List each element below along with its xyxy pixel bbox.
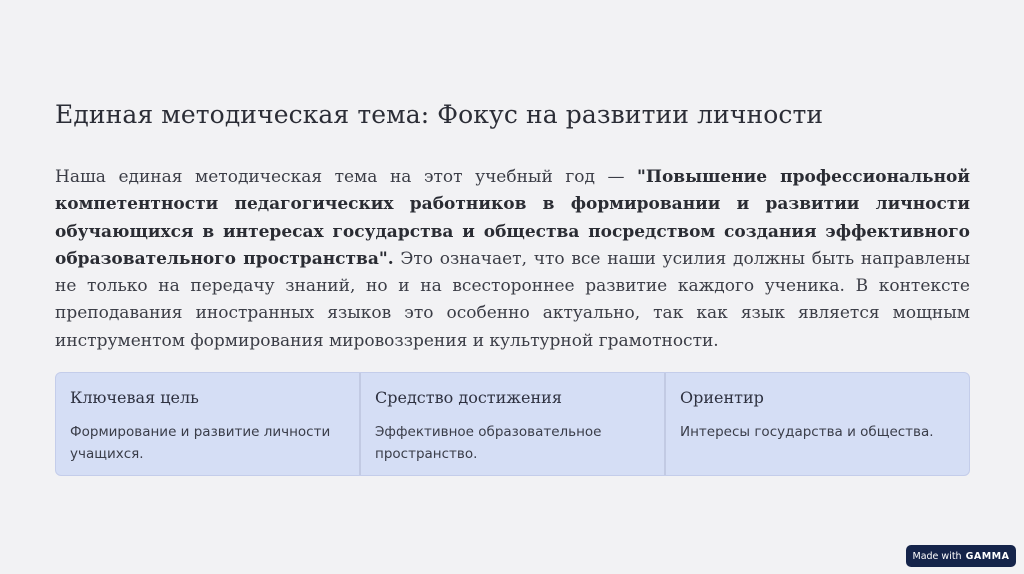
card-title: Средство достижения <box>375 388 562 407</box>
card-text: Интересы государства и общества. <box>680 424 934 440</box>
badge-prefix: Made with <box>912 550 962 562</box>
card-key-goal <box>56 373 361 475</box>
card-text: Эффективное образовательное пространство. <box>375 424 602 462</box>
card-orientation <box>666 373 969 475</box>
made-with-gamma-badge[interactable] <box>906 545 1016 567</box>
card-title: Ключевая цель <box>70 388 199 407</box>
gamma-logo: GAMMA <box>965 550 1010 562</box>
theme-paragraph <box>55 164 970 355</box>
paragraph-rest: Это означает, что все наши усилия должны быть направлены не только на передачу знаний, но и на всестороннее развитие каждого ученика. В контексте преподавания иностранных языков это особенно актуально, так как язык является мощным инструментом формирования мировоззрения и культурной грамотности. <box>55 248 971 351</box>
card-title: Ориентир <box>680 388 764 407</box>
slide-title: Единая методическая тема: Фокус на развитии личности <box>55 100 824 129</box>
summary-cards <box>55 372 970 476</box>
paragraph-intro: Наша единая методическая тема на этот учебный год — <box>55 167 638 187</box>
card-means <box>361 373 666 475</box>
paragraph-theme: "Повышение профессиональной компетентности педагогических работников в формировании и развитии личности обучающихся в интересах государства и общества посредством создания эффективного образовательного пространства". <box>55 167 970 269</box>
card-text: Формирование и развитие личности учащихся. <box>70 424 331 462</box>
slide <box>55 0 970 574</box>
